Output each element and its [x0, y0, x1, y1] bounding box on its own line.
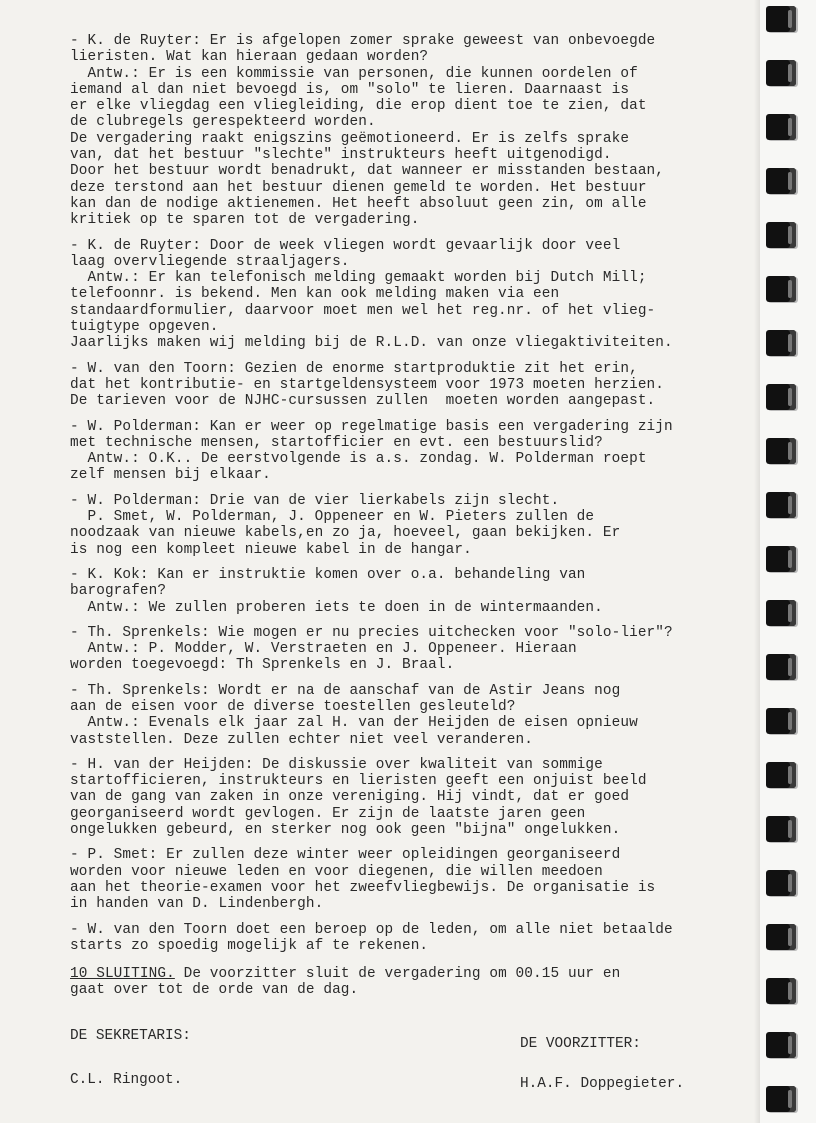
binding-coil-icon [766, 978, 796, 1004]
binding-coil-icon [766, 762, 796, 788]
closing-text: De voorzitter sluit de vergadering om 00.15 uur en [174, 966, 621, 983]
text-line: worden voor nieuwe leden en voor diegenen, die willen meedoen [70, 863, 603, 880]
text-line: in handen van D. Lindenbergh. [70, 896, 324, 913]
binding-coil-icon [766, 114, 796, 140]
text-line: noodzaak van nieuwe kabels,en zo ja, hoeveel, gaan bekijken. Er [70, 525, 621, 542]
text-line: lieristen. Wat kan hieraan gedaan worden? [70, 49, 429, 66]
binding-coil-icon [766, 384, 796, 410]
text-line: Antw.: Evenals elk jaar zal H. van der Heijden de eisen opnieuw [70, 715, 638, 732]
text-line: van de gang van zaken in onze vereniging. Hij vindt, dat er goed [70, 789, 630, 806]
paragraph [70, 922, 740, 955]
binding-coil-icon [766, 654, 796, 680]
text-line: Antw.: O.K.. De eerstvolgende is a.s. zondag. W. Polderman roept [70, 451, 647, 468]
closing-line-1 [70, 966, 740, 982]
text-line: de clubregels gerespekteerd worden. [70, 114, 376, 131]
paragraph [70, 847, 740, 912]
text-line: vaststellen. Deze zullen echter niet veel veranderen. [70, 731, 533, 748]
paragraph [70, 33, 740, 229]
binding-coil-icon [766, 222, 796, 248]
binding-coil-icon [766, 60, 796, 86]
text-line: standaardformulier, daarvoor moet men wel het reg.nr. of het vlieg- [70, 302, 656, 319]
text-line: deze terstond aan het bestuur dienen gemeld te worden. Het bestuur [70, 179, 647, 196]
paragraph [70, 361, 740, 410]
text-line: - W. van den Toorn: Gezien de enorme startproduktie zit het erin, [70, 360, 638, 377]
text-line: kan dan de nodige aktienemen. Het heeft absoluut geen zin, om alle [70, 195, 647, 212]
text-line: dat het kontributie- en startgeldensysteem voor 1973 moeten herzien. [70, 376, 665, 393]
binding-coil-icon [766, 546, 796, 572]
text-line: - K. Kok: Kan er instruktie komen over o.a. behandeling van [70, 566, 586, 583]
text-line: Antw.: We zullen proberen iets te doen in de wintermaanden. [70, 599, 603, 616]
paragraph [70, 567, 740, 616]
text-line: er elke vliegdag een vliegleiding, die erop dient toe te zien, dat [70, 98, 647, 115]
binding-coil-icon [766, 330, 796, 356]
binding-coil-icon [766, 6, 796, 32]
text-line: Jaarlijks maken wij melding bij de R.L.D. van onze vliegaktiviteiten. [70, 335, 673, 352]
text-line: - K. de Ruyter: Door de week vliegen wordt gevaarlijk door veel [70, 237, 621, 254]
text-line: ongelukken gebeurd, en sterker nog ook geen "bijna" ongelukken. [70, 822, 621, 839]
text-line: startofficieren, instrukteurs en lieristen geeft een onjuist beeld [70, 773, 647, 790]
binding-coil-icon [766, 492, 796, 518]
text-line: - W. Polderman: Drie van de vier lierkabels zijn slecht. [70, 492, 560, 509]
minutes-body [70, 33, 740, 999]
binding-coil-icon [766, 1032, 796, 1058]
paragraph-list [70, 33, 740, 954]
paragraph [70, 238, 740, 352]
text-line: - Th. Sprenkels: Wie mogen er nu precies uitchecken voor "solo-lier"? [70, 624, 673, 641]
text-line: Antw.: Er is een kommissie van personen, die kunnen oordelen of [70, 65, 638, 82]
binding-coil-icon [766, 1086, 796, 1112]
binding-coil-icon [766, 924, 796, 950]
paragraph [70, 493, 740, 558]
paragraph [70, 683, 740, 748]
text-line: De tarieven voor de NJHC-cursussen zullen moeten worden aangepast. [70, 393, 656, 410]
text-line: - Th. Sprenkels: Wordt er na de aanschaf van de Astir Jeans nog [70, 682, 621, 699]
closing-line-2: gaat over tot de orde van de dag. [70, 982, 359, 999]
binding-coil-icon [766, 600, 796, 626]
text-line: barografen? [70, 583, 167, 600]
text-line: iemand al dan niet bevoegd is, om "solo" te lieren. Daarnaast is [70, 81, 630, 98]
text-line: starts zo spoedig mogelijk af te rekenen. [70, 937, 429, 954]
text-line: - K. de Ruyter: Er is afgelopen zomer sprake geweest van onbevoegde [70, 33, 656, 49]
text-line: georganiseerd wordt gevlogen. Er zijn de laatste jaren geen [70, 805, 586, 822]
text-line: laag overvliegende straaljagers. [70, 253, 350, 270]
text-line: - H. van der Heijden: De diskussie over kwaliteit van sommige [70, 756, 603, 773]
paragraph [70, 419, 740, 484]
text-line: P. Smet, W. Polderman, J. Oppeneer en W. Pieters zullen de [70, 509, 595, 526]
text-line: - W. van den Toorn doet een beroep op de leden, om alle niet betaalde [70, 921, 673, 938]
closing-heading: 10 SLUITING. [70, 966, 175, 983]
spiral-binding [760, 0, 816, 1123]
binding-coil-icon [766, 708, 796, 734]
text-line: De vergadering raakt enigszins geëmotioneerd. Er is zelfs sprake [70, 130, 630, 147]
secretary-name: C.L. Ringoot. [70, 1072, 183, 1088]
text-line: telefoonnr. is bekend. Men kan ook melding maken via een [70, 286, 560, 303]
text-line: van, dat het bestuur "slechte" instrukteurs heeft uitgenodigd. [70, 147, 612, 164]
text-line: Antw.: Er kan telefonisch melding gemaakt worden bij Dutch Mill; [70, 270, 647, 287]
text-line: is nog een kompleet nieuwe kabel in de hangar. [70, 541, 472, 558]
paragraph [70, 625, 740, 674]
text-line: worden toegevoegd: Th Sprenkels en J. Braal. [70, 657, 455, 674]
binding-coil-icon [766, 276, 796, 302]
text-line: - P. Smet: Er zullen deze winter weer opleidingen georganiseerd [70, 847, 621, 864]
secretary-title: DE SEKRETARIS: [70, 1028, 191, 1044]
binding-coil-icon [766, 816, 796, 842]
chairman-name: H.A.F. Doppegieter. [520, 1076, 685, 1092]
text-line: aan de eisen voor de diverse toestellen gesleuteld? [70, 698, 516, 715]
text-line: Antw.: P. Modder, W. Verstraeten en J. Oppeneer. Hieraan [70, 641, 577, 658]
text-line: zelf mensen bij elkaar. [70, 467, 271, 484]
text-line: - W. Polderman: Kan er weer op regelmatige basis een vergadering zijn [70, 418, 673, 435]
binding-coil-icon [766, 870, 796, 896]
paragraph [70, 757, 740, 838]
text-line: aan het theorie-examen voor het zweefvliegbewijs. De organisatie is [70, 879, 656, 896]
text-line: kritiek op te sparen tot de vergadering. [70, 212, 420, 229]
text-line: Door het bestuur wordt benadrukt, dat wanneer er misstanden bestaan, [70, 163, 665, 180]
binding-coil-icon [766, 168, 796, 194]
text-line: tuigtype opgeven. [70, 319, 219, 336]
text-line: met technische mensen, startofficier en evt. een bestuurslid? [70, 434, 603, 451]
chairman-title: DE VOORZITTER: [520, 1036, 641, 1052]
binding-coil-icon [766, 438, 796, 464]
